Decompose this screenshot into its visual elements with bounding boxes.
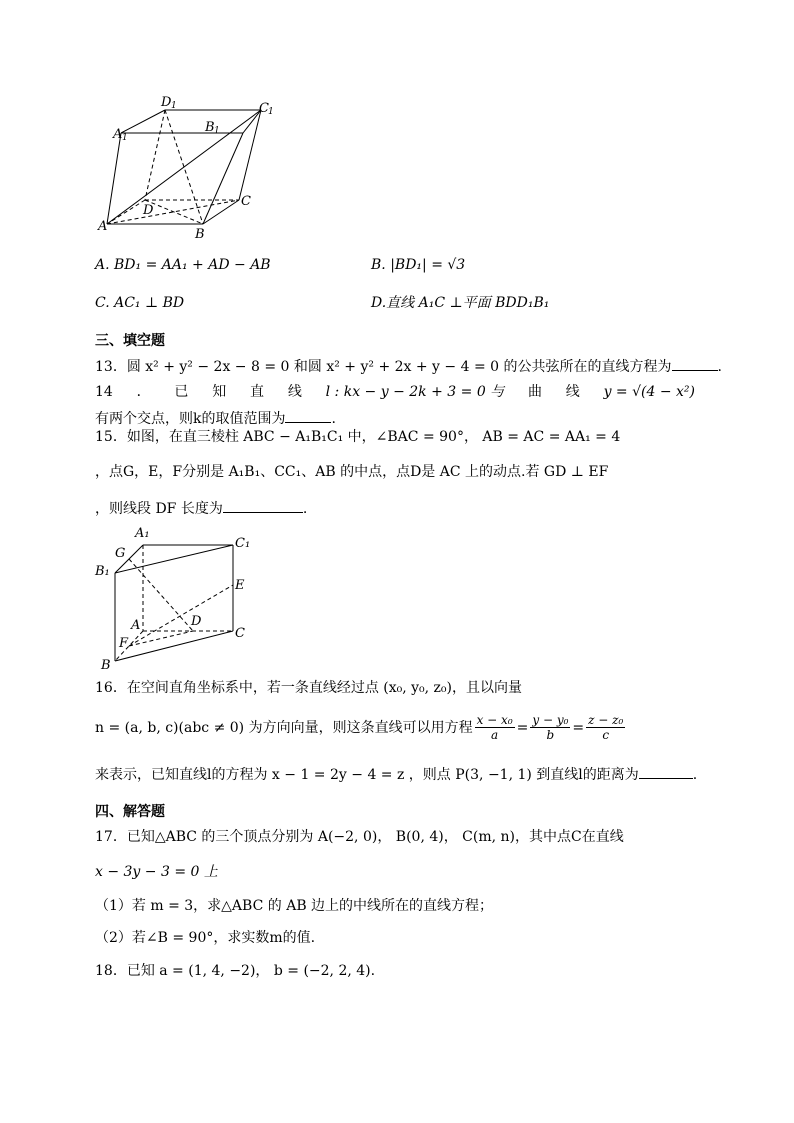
question-text: n = (a, b, c)(abc ≠ 0) 为方向向量，则这条直线可以用方程: [95, 719, 473, 736]
denominator: a: [491, 728, 499, 742]
question-text: ，则线段 DF 长度为: [95, 501, 223, 517]
q14-part: 直: [250, 384, 265, 400]
label-C: C: [235, 626, 245, 641]
q12-option-d: D.直线 A₁C ⊥平面 BDD₁B₁: [371, 295, 550, 311]
label-G: G: [115, 546, 126, 561]
question-13: 13．圆 x² + y² − 2x − 8 = 0 和圆 x² + y² + 2x + y − 4 = 0 的公共弦所在的直线方程为 .: [95, 356, 722, 376]
q14-part: 知: [212, 384, 227, 400]
question-16-line3: 来表示，已知直线l的方程为 x − 1 = 2y − 4 = z ，则点 P(3, −1, 1) 到直线l的距离为 .: [95, 764, 697, 784]
label-sub: 1: [122, 133, 128, 143]
label-B1: B₁: [95, 564, 110, 579]
label-B1: B: [205, 120, 215, 135]
question-15-line1: 15．如图，在直三棱柱 ABC − A₁B₁C₁ 中，∠BAC = 90°， AB = AC = AA₁ = 4: [95, 429, 621, 445]
question-17-sub2: （2）若∠B = 90°，求实数m的值.: [95, 930, 316, 946]
question-text: 13．圆 x² + y² − 2x − 8 = 0 和圆 x² + y² + 2x + y − 4 = 0 的公共弦所在的直线方程为: [95, 359, 672, 375]
q14-part: 14: [95, 384, 113, 400]
fraction: [530, 713, 570, 742]
label-B: B: [195, 227, 205, 242]
question-18: 18．已知 a = (1, 4, −2)， b = (−2, 2, 4).: [95, 963, 376, 979]
q14-part: l : kx − y − 2k + 3 = 0 与: [325, 384, 505, 400]
label-C1: C: [259, 101, 269, 116]
label-F: F: [119, 636, 129, 651]
question-text: 有两个交点，则k的取值范围为: [95, 411, 286, 427]
question-17-sub1: （1）若 m = 3，求△ABC 的 AB 边上的中线所在的直线方程；: [95, 898, 494, 914]
label-A: A: [98, 219, 108, 234]
fraction: [475, 713, 515, 742]
answer-blank: [285, 408, 331, 423]
parallelepiped-figure: [95, 92, 295, 242]
q14-part: 已: [174, 384, 189, 400]
label-A1: A₁: [135, 526, 150, 541]
denominator: b: [546, 728, 555, 742]
fraction: [586, 713, 625, 742]
answer-blank: [672, 356, 718, 371]
answer-blank: [223, 498, 303, 513]
label-C: C: [241, 194, 251, 209]
denominator: c: [602, 728, 610, 742]
q12-option-c: C. AC₁ ⊥ BD: [95, 295, 185, 311]
question-14-line2: 有两个交点，则k的取值范围为 .: [95, 408, 336, 428]
question-16-line2: [95, 713, 627, 742]
label-A: A: [131, 618, 141, 633]
label-D: D: [191, 614, 202, 629]
label-sub: 1: [171, 101, 177, 111]
question-17-line1: 17．已知△ABC 的三个顶点分别为 A(−2, 0)， B(0, 4)， C(m, n)，其中点C在直线: [95, 829, 624, 845]
answer-blank: [639, 764, 693, 779]
label-A1: A: [113, 127, 123, 142]
question-14-line1: [95, 383, 695, 401]
question-text: 来表示，已知直线l的方程为 x − 1 = 2y − 4 = z ，则点 P(3, −1, 1) 到直线l的距离为: [95, 767, 639, 783]
numerator: z − z₀: [588, 713, 624, 727]
label-E: E: [235, 578, 245, 593]
label-B: B: [101, 658, 111, 673]
equals-sign: =: [516, 719, 529, 736]
q12-option-b: B. |BD₁| = √3: [371, 257, 466, 273]
prism-figure: [93, 523, 263, 673]
section-title: 四、解答题: [95, 804, 165, 820]
question-17-line2: x − 3y − 3 = 0 上: [95, 864, 218, 880]
label-D: D: [143, 203, 154, 218]
label-sub: 1: [268, 107, 274, 117]
section-title: 三、填空题: [95, 333, 165, 349]
question-15-line3: ，则线段 DF 长度为 .: [95, 498, 307, 518]
q14-part: 线: [287, 384, 302, 400]
question-15-line2: ，点G，E，F分别是 A₁B₁、CC₁、AB 的中点，点D是 AC 上的动点.若 GD ⊥ EF: [95, 464, 609, 480]
label-D1: D: [161, 95, 172, 110]
numerator: x − x₀: [476, 713, 513, 727]
q14-part: 线: [565, 384, 580, 400]
label-C1: C₁: [235, 536, 251, 551]
q12-option-a: A. BD₁ = AA₁ + AD − AB: [95, 257, 271, 273]
equals-sign: =: [572, 719, 585, 736]
label-sub: 1: [214, 126, 220, 136]
q14-part: 曲: [527, 384, 542, 400]
q14-part: y = √(4 − x²): [603, 384, 695, 400]
question-16-line1: 16．在空间直角坐标系中，若一条直线经过点 (x₀, y₀, z₀)，且以向量: [95, 680, 523, 696]
q14-part: ．: [136, 384, 151, 400]
numerator: y − y₀: [532, 713, 569, 727]
